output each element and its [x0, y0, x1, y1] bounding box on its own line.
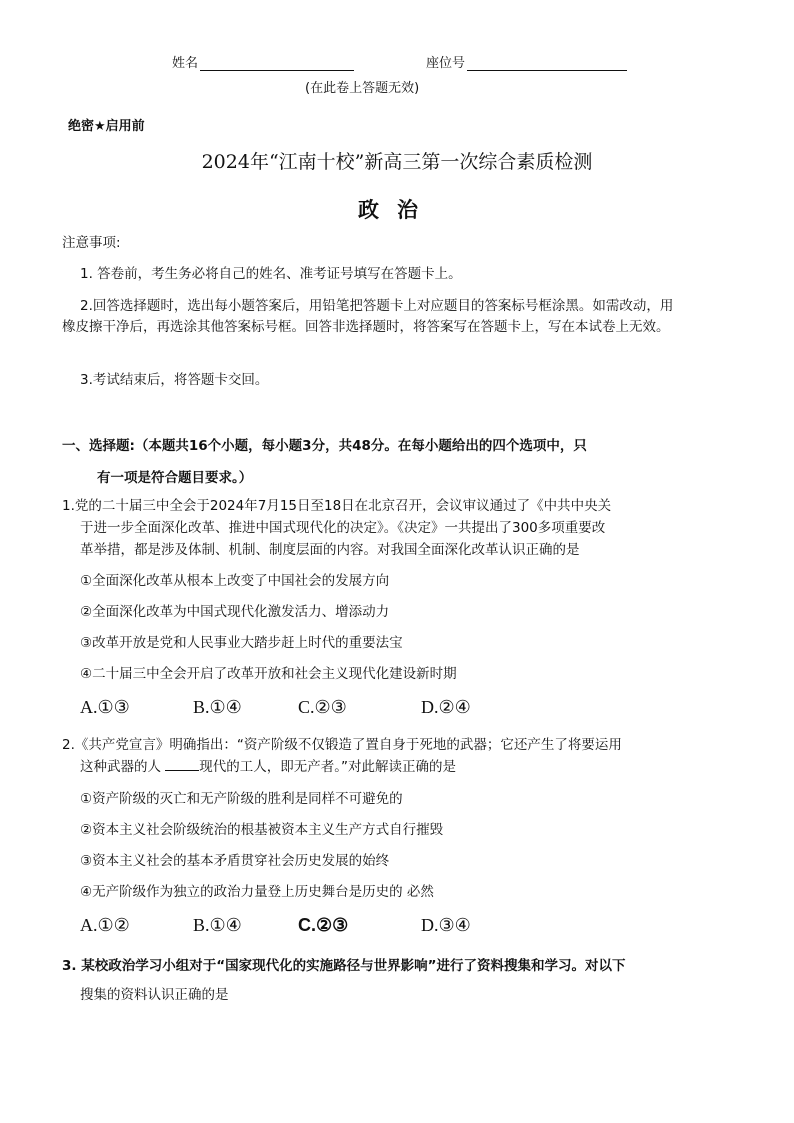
section-heading-line1: 一、选择题:（本题共16个小题，每小题3分，共48分。在每小题给出的四个选项中，只	[62, 438, 587, 454]
page-title: 2024年“江南十校”新高三第一次综合素质检测	[201, 151, 593, 173]
q3-stem-line2: 搜集的资料认识正确的是	[80, 987, 229, 1003]
q1-statement-1: ①全面深化改革从根本上改变了中国社会的发展方向	[80, 573, 390, 589]
q2-stem-line2-start: 这种武器的人	[80, 759, 161, 775]
q2-statement-4: ④无产阶级作为独立的政治力量登上历史舞台是历史的 必然	[80, 884, 434, 900]
q2-stem-line2-end: 现代的工人，即无产者。”对此解读正确的是	[199, 759, 457, 775]
q2-blank	[165, 758, 199, 771]
q1-statement-3: ③改革开放是党和人民事业大踏步赶上时代的重要法宝	[80, 635, 403, 651]
q2-statement-3: ③资本主义社会的基本矛盾贯穿社会历史发展的始终	[80, 853, 390, 869]
seat-field-row	[426, 52, 627, 71]
q1-statement-4: ④二十届三中全会开启了改革开放和社会主义现代化建设新时期	[80, 666, 457, 682]
q1-option-b[interactable]: B.①④	[193, 697, 242, 717]
section-heading-line2: 有一项是符合题目要求。）	[97, 470, 253, 486]
name-label: 姓名	[172, 56, 199, 71]
invalid-note: (在此卷上答题无效)	[305, 81, 420, 96]
q1-stem-line2: 于进一步全面深化改革、推进中国式现代化的决定》。《决定》一共提出了300多项重要改	[80, 520, 606, 536]
q1-option-d[interactable]: D.②④	[421, 697, 471, 717]
q2-stem-line1: 2.《共产党宣言》明确指出：“资产阶级不仅锻造了置自身于死地的武器；它还产生了将要运用	[62, 737, 622, 753]
q1-statement-2: ②全面深化改革为中国式现代化激发活力、增添动力	[80, 604, 390, 620]
q1-stem-line1: 1.党的二十届三中全会于2024年7月15日至18日在北京召开，会议审议通过了《中共中央关	[62, 498, 612, 514]
q2-statement-1: ①资产阶级的灭亡和无产阶级的胜利是同样不可避免的	[80, 791, 403, 807]
notice-item-2: 2.回答选择题时，选出每小题答案后，用铅笔把答题卡上对应题目的答案标号框涂黑。如需改动，用橡皮擦干净后，再选涂其他答案标号框。回答非选择题时，将答案写在答题卡上，写在本试卷上无效。	[62, 298, 674, 335]
q2-option-d[interactable]: D.③④	[421, 915, 471, 935]
seat-label: 座位号	[426, 56, 466, 71]
name-field-row	[172, 52, 354, 71]
q1-option-c[interactable]: C.②③	[298, 697, 347, 717]
q2-option-c[interactable]: C.②③	[298, 915, 349, 935]
q3-stem-line1: 3. 某校政治学习小组对于“国家现代化的实施路径与世界影响”进行了资料搜集和学习。对以下	[62, 958, 626, 974]
q2-option-a[interactable]: A.①②	[80, 915, 130, 935]
secret-mark: 绝密★启用前	[68, 119, 145, 134]
seat-input-line[interactable]	[467, 56, 627, 71]
q2-stem-line2	[80, 757, 456, 778]
notice-item-3: 3.考试结束后，将答题卡交回。	[80, 372, 269, 388]
name-input-line[interactable]	[200, 56, 354, 71]
q1-options	[80, 697, 501, 718]
notice-heading: 注意事项:	[62, 235, 121, 251]
q2-option-b[interactable]: B.①④	[193, 915, 242, 935]
q1-stem-line3: 革举措，都是涉及体制、机制、制度层面的内容。对我国全面深化改革认识正确的是	[80, 542, 580, 558]
subject-title: 政治	[358, 197, 436, 222]
q2-statement-2: ②资本主义社会阶级统治的根基被资本主义生产方式自行摧毁	[80, 822, 444, 838]
q2-options	[80, 915, 501, 936]
notice-item-1: 1. 答卷前，考生务必将自己的姓名、准考证号填写在答题卡上。	[80, 266, 462, 282]
q1-option-a[interactable]: A.①③	[80, 697, 130, 717]
